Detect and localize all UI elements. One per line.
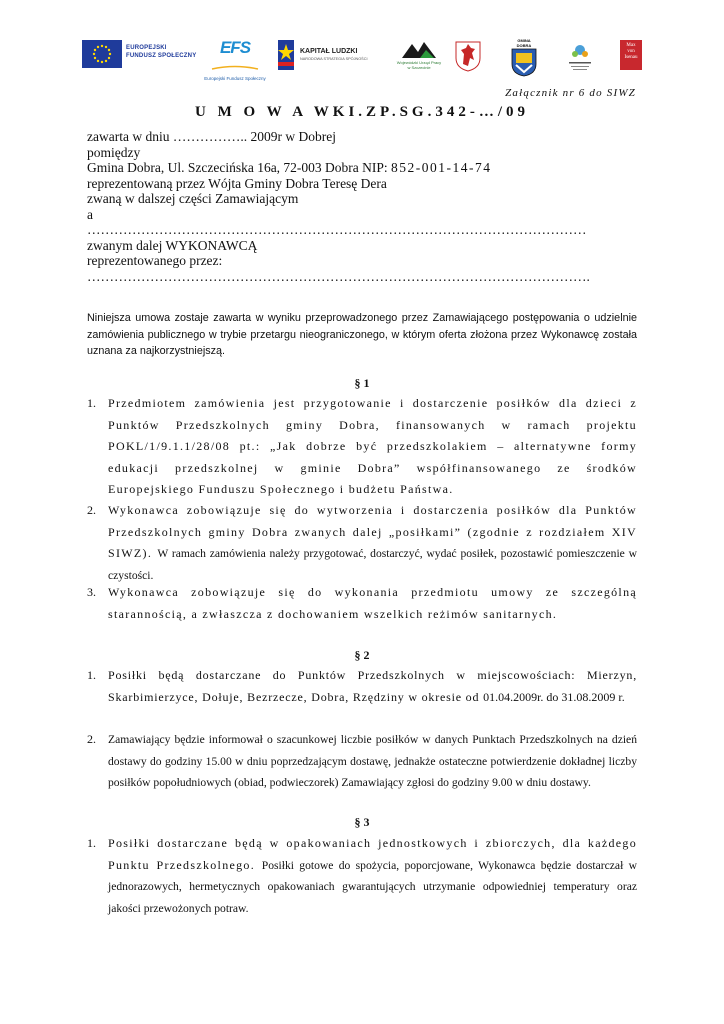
list-item: 1. Posiłki będą dostarczane do Punktów Przedszkolnych w miejscowościach: Mierzyn, Skarbimierzyce, Dołuje, Bezrzecze, Dobra, Rzędziny w okresie od 01.04.2009r. do 31.08.2009 r. (87, 668, 637, 704)
max-von-isenau-logo: Max von Isenau (620, 40, 642, 70)
efs-logo (204, 38, 266, 81)
contract-parties (87, 129, 647, 284)
list-item: 2. Zamawiający będzie informował o szacunkowej liczbie posiłków w danych Punktach Przedszkolnych na dzień dostawy do godziny 15.00 w dniu poprzedzającym dostawę, jednakże ostateczne potwierdzenie dokładnej liczby posiłków popołudniowych (obiad, podwieczorek) Zamawiający zgłosi do godziny 9.00 w dniu dostawy. (87, 732, 637, 789)
wup-city: w Szczecinie (407, 65, 431, 70)
between-line: pomiędzy (87, 144, 141, 160)
section-heading-2: § 2 (354, 648, 370, 662)
dobra-shield-icon (510, 48, 538, 77)
kapital-ludzki-title: KAPITAŁ LUDZKI (300, 48, 358, 55)
mountains-icon (400, 38, 438, 60)
contractor-representative-label: reprezentowanego przez: (87, 253, 223, 268)
wup-logo (390, 38, 448, 72)
nip-number: 852-001-14-74 (391, 160, 492, 175)
and-line: a (87, 206, 93, 222)
eu-logo-text: EUROPEJSKI FUNDUSZ SPOŁECZNY (126, 45, 197, 59)
efs-subtitle: Europejski Fundusz Społeczny (204, 76, 266, 81)
contractor-representative-blank-line: …………………………………………………………………………………………………. (87, 268, 590, 284)
efs-swoosh-icon (204, 65, 266, 71)
ordering-party-alias-line: zwaną w dalszej części Zamawiającym (87, 191, 299, 206)
section-heading-3: § 3 (354, 815, 370, 829)
intro-paragraph: Niniejsza umowa zostaje zawarta w wyniku przeprowadzonego przez Zamawiającego postępowania o udzielnie zamówienia publicznego w trybie przetargu nieograniczonego, w którym oferta złożona przez Wykonawcę została uznana za najkorzystniejszą. (87, 312, 637, 357)
contractor-alias-line: zwanym dalej WYKONAWCĄ (87, 237, 258, 253)
wup-name: Wojewódzki Urząd Pracy (396, 60, 442, 65)
gmina-dobra-label: GMINA DOBRA (516, 38, 532, 48)
ordering-party-line: Gmina Dobra, Ul. Szczecińska 16a, 72-003 Dobra NIP: 852-001-14-74 (87, 160, 492, 175)
gmina-dobra-coat-of-arms (510, 38, 538, 72)
list-item: 2. Wykonawca zobowiązuje się do wytworzenia i dostarczenia posiłków dla Punktów Przedszkolnych gminy Dobra zwanych dalej „posiłkami” (zgodnie z rozdziałem XIV SIWZ). W ramach zamówienia należy przygotować, dostarczyć, wydać posiłek, pozostawić pomieszczenie w czystości. (87, 503, 637, 582)
contractor-blank-line: ………………………………………………………………………………………………… (87, 222, 587, 237)
list-item: 1. Posiłki dostarczane będą w opakowaniach jednostkowych i zbiorczych, dla każdego Punktu Przedszkolnego. Posiłki gotowe do spożycia, poporcjowane, Wykonawca będzie dostarczał w jednorazowych, hermetycznych opakowaniach gwarantujących utrzymanie odpowiedniej temperatury oraz jakości przewożonych potraw. (87, 836, 637, 915)
griffin-coat-of-arms-icon (454, 40, 482, 72)
kapital-ludzki-flag-icon (278, 40, 294, 70)
kapital-ludzki-subtitle: NARODOWA STRATEGIA SPÓJNOŚCI (300, 57, 368, 61)
header-logos (82, 38, 642, 81)
contract-title: U M O W A WKI.ZP.SG.342-…/09 (195, 104, 529, 120)
list-item: 3. Wykonawca zobowiązuje się do wykonania przedmiotu umowy ze szczególną starannością, a zwłaszcza z dochowaniem wszelkich reżimów sanitarnych. (87, 585, 637, 621)
annex-label: Załącznik nr 6 do SIWZ (505, 87, 636, 99)
kapital-ludzki-logo (278, 40, 378, 74)
list-item: 1. Przedmiotem zamówienia jest przygotowanie i dostarczenie posiłków dla dzieci z Punktów Przedszkolnych gminy Dobra, finansowanych w ramach projektu POKL/1/9.1.1/28/08 pt.: „Jak dobrze być przedszkolakiem – alternatywne formy edukacji przedszkolnej w gminie Dobra” współfinansowanego ze środków Europejskiego Funduszu Społecznego i budżetu Państwa. (87, 396, 637, 496)
eu-flag-icon (82, 40, 122, 68)
efs-mark: EFS (219, 38, 251, 57)
section-heading-1: § 1 (354, 376, 370, 390)
foundation-logo-icon (566, 42, 594, 72)
contract-date-line: zawarta w dniu …………….. 2009r w Dobrej (87, 129, 336, 144)
representative-line: reprezentowaną przez Wójta Gminy Dobra Teresę Dera (87, 175, 387, 191)
eu-social-fund-logo (82, 38, 202, 72)
